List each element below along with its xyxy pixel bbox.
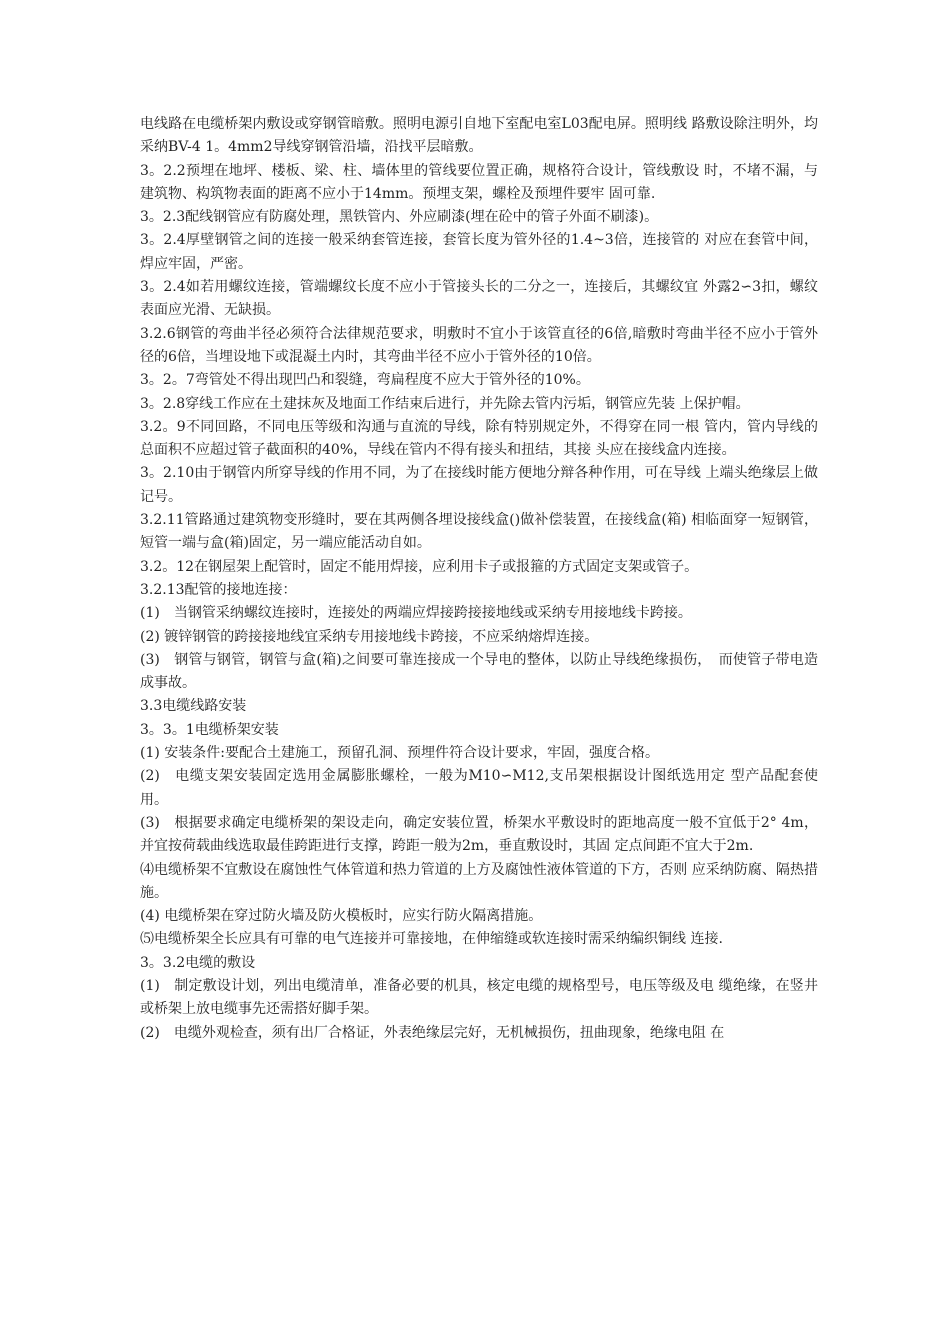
list-item: (2) 电缆支架安装固定选用金属膨胀螺栓，一般为M10∽M12,支吊架根据设计图纸选用定 型产品配套使用。 (140, 768, 818, 808)
document-body (140, 113, 818, 1045)
paragraph: 3。2.8穿线工作应在土建抹灰及地面工作结束后进行，并先除去管内污垢，钢管应先装 上保护帽。 (140, 395, 750, 412)
list-item: (2) 电缆外观检查，须有出厂合格证，外表绝缘层完好，无机械损伤，扭曲现象，绝缘电阻 在 (140, 1024, 725, 1041)
paragraph: 3.2.6钢管的弯曲半径必须符合法律规范要求，明敷时不宜小于该管直径的6倍,暗敷时弯曲半径不应小于管外径的6倍，当埋设地下或混凝土内时，其弯曲半径不应小于管外径的10倍。 (140, 325, 818, 365)
paragraph: 3。2.3配线钢管应有防腐处理，黑铁管内、外应刷漆(埋在砼中的管子外面不刷漆)。 (140, 209, 659, 226)
section-heading: 3。3.2电缆的敷设 (140, 954, 256, 971)
list-item: ⑸电缆桥架全长应具有可靠的电气连接并可靠接地，在伸缩缝或软连接时需采纳编织铜线 连接. (140, 931, 723, 948)
paragraph: 3.2。9不同回路，不同电压等级和沟通与直流的导线，除有特别规定外，不得穿在同一根 管内，管内导线的总面积不应超过管子截面积的40%，导线在管内不得有接头和扭结，其接 头应在接线盒内连接。 (140, 418, 818, 459)
list-item: (3) 根据要求确定电缆桥架的架设走向，确定安装位置，桥架水平敷设时的距地高度一般不宜低于2° 4m，并宜按荷载曲线选取最佳跨距进行支撑，跨距一般为2m，垂直敷设时，其固 定点间距不宜大于2m. (140, 814, 818, 855)
list-item: (4) 电缆桥架在穿过防火墙及防火模板时，应实行防火隔离措施。 (140, 908, 543, 925)
paragraph: 3。2.2预埋在地坪、楼板、梁、柱、墙体里的管线要位置正确，规格符合设计，管线敷设 时，不堵不漏，与建筑物、构筑物表面的距离不应小于14mm。预埋支架，螺栓及预埋件要牢 固可靠. (140, 162, 818, 202)
section-heading: 3.3电缆线路安装 (140, 698, 247, 715)
paragraph: 3。2.4厚壁钢管之间的连接一般采纳套管连接，套管长度为管外径的1.4~3倍，连接管的 对应在套管中间，焊应牢固，严密。 (140, 232, 818, 272)
paragraph: 3。2.10由于钢管内所穿导线的作用不同，为了在接线时能方便地分辩各种作用，可在导线 上端头绝缘层上做记号。 (140, 465, 818, 505)
paragraph: 3。2。7弯管处不得出现凹凸和裂缝，弯扁程度不应大于管外径的10%。 (140, 372, 590, 389)
section-heading: 3.2.13配管的接地连接： (140, 581, 297, 598)
list-item: (1) 安装条件:要配合土建施工，预留孔洞、预埋件符合设计要求，牢固，强度合格。 (140, 745, 659, 762)
paragraph: 3。2.4如若用螺纹连接，管端螺纹长度不应小于管接头长的二分之一，连接后，其螺纹宜 外露2∽3扣，螺纹表面应光滑、无缺损。 (140, 279, 818, 319)
list-item: (2) 镀锌钢管的跨接接地线宜采纳专用接地线卡跨接，不应采纳熔焊连接。 (140, 628, 599, 645)
list-item: (3) 钢管与钢管，钢管与盒(箱)之间要可靠连接成一个导电的整体，以防止导线绝缘损伤， 而使管子带电造成事故。 (140, 651, 818, 692)
paragraph: 电线路在电缆桥架内敷设或穿钢管暗敷。照明电源引自地下室配电室L03配电屏。照明线 路敷设除注明外，均采纳BV-4 1。4mm2导线穿钢管沿墙，沿找平层暗敷。 (140, 116, 818, 156)
list-item: ⑷电缆桥架不宜敷设在腐蚀性气体管道和热力管道的上方及腐蚀性液体管道的下方，否则 应采纳防腐、隔热措施。 (140, 861, 818, 901)
paragraph: 3.2.11管路通过建筑物变形缝时，要在其两侧各埋设接线盒()做补偿装置，在接线盒(箱) 相临面穿一短钢管，短管一端与盒(箱)固定，另一端应能活动自如。 (140, 512, 818, 552)
paragraph: 3.2。12在钢屋架上配管时，固定不能用焊接，应利用卡子或报箍的方式固定支架或管子。 (140, 558, 699, 575)
list-item: (1) 当钢管采纳螺纹连接时，连接处的两端应焊接跨接接地线或采纳专用接地线卡跨接。 (140, 605, 692, 622)
list-item: (1) 制定敷设计划，列出电缆清单，准备必要的机具，核定电缆的规格型号，电压等级及电 缆绝缘，在竖井或桥架上放电缆事先还需搭好脚手架。 (140, 977, 818, 1018)
section-heading: 3。3。1电缆桥架安装 (140, 721, 279, 738)
